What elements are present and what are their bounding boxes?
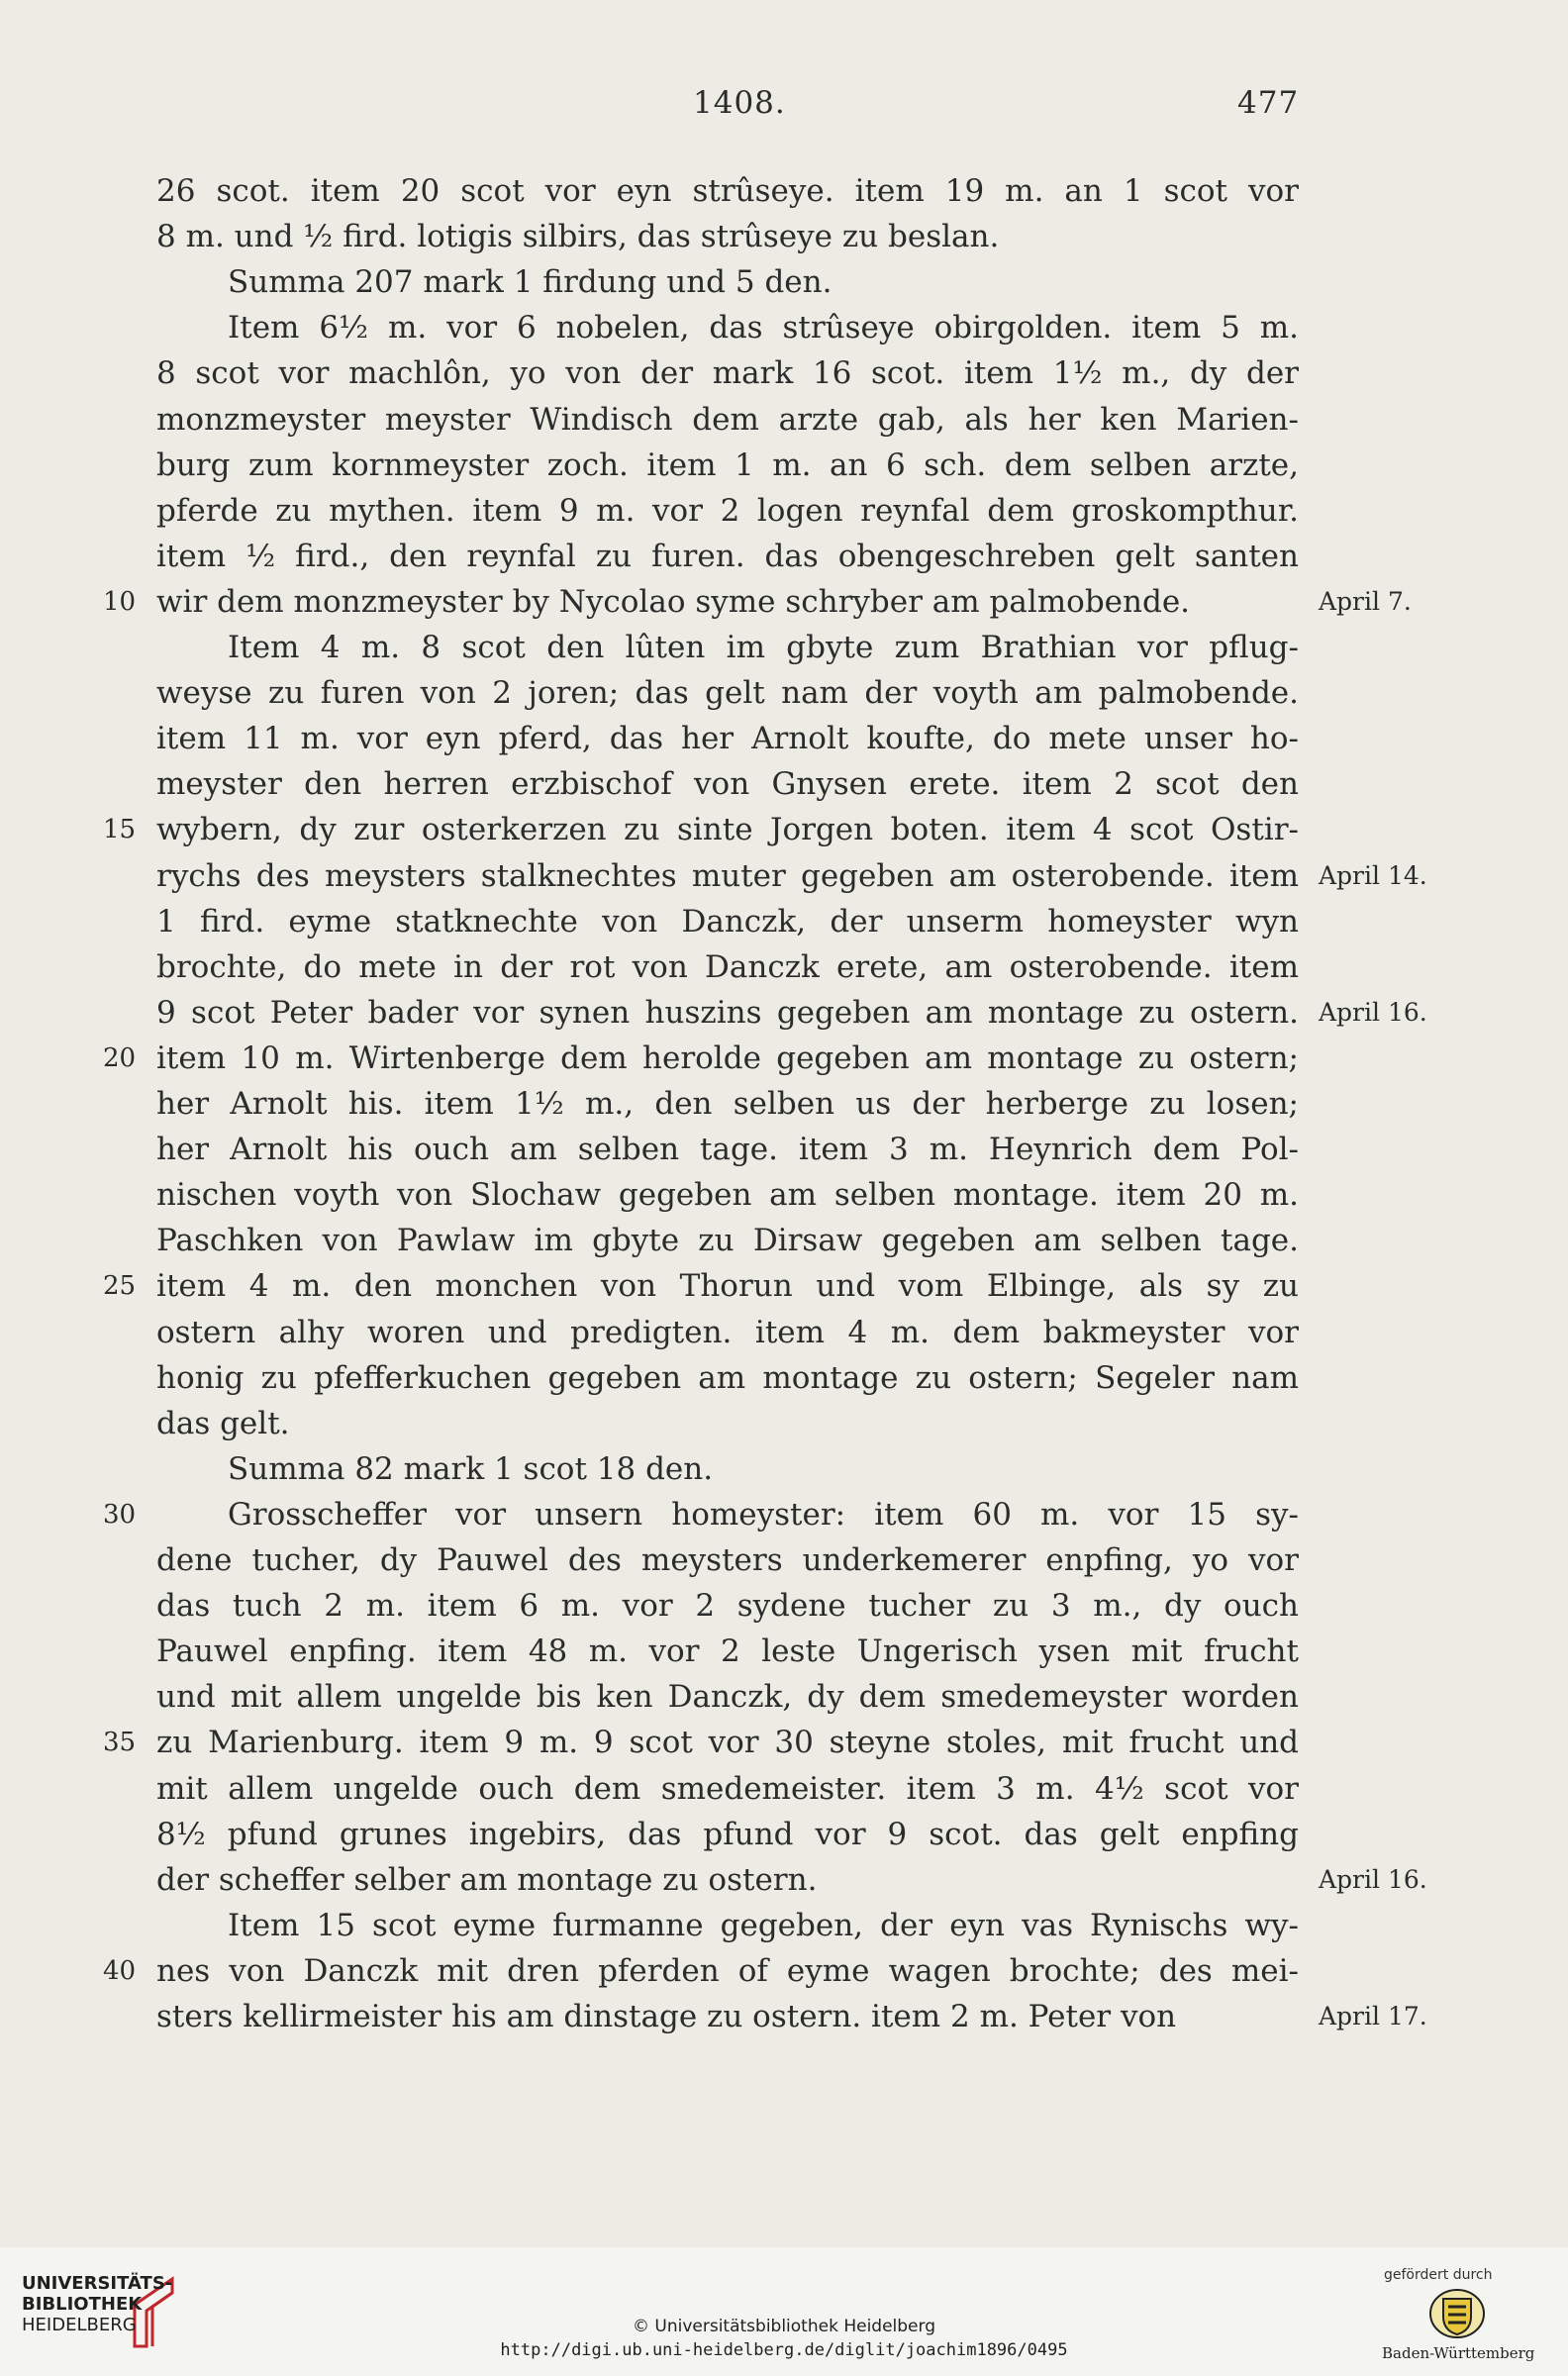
- copyright-notice: © Universitätsbibliothek Heidelberg: [632, 2317, 935, 2336]
- text-line: Summa 207 mark 1 firdung und 5 den.: [228, 264, 833, 300]
- line-number: 25: [103, 1271, 137, 1301]
- margin-date: April 14.: [1319, 861, 1427, 890]
- text-line: zu Marienburg. item 9 m. 9 scot vor 30 steyne stoles, mit frucht und: [156, 1725, 1299, 1760]
- text-line: mit allem ungelde ouch dem smedemeister. item 3 m. 4½ scot vor: [156, 1771, 1299, 1807]
- text-line: 9 scot Peter bader vor synen huszins gegeben am montage zu ostern.: [156, 995, 1299, 1031]
- text-line: item 10 m. Wirtenberge dem herolde gegeben am montage zu ostern;: [156, 1040, 1299, 1076]
- text-line: honig zu pfefferkuchen gegeben am montage zu ostern; Segeler nam: [156, 1360, 1299, 1396]
- text-line: und mit allem ungelde bis ken Danczk, dy dem smedemeyster worden: [156, 1679, 1299, 1715]
- line-number: 30: [103, 1500, 137, 1530]
- text-line: item 4 m. den monchen von Thorun und vom Elbinge, als sy zu: [156, 1268, 1299, 1304]
- text-line: 1 fird. eyme statknechte von Danczk, der unserm homeyster wyn: [156, 904, 1299, 940]
- text-line: Item 4 m. 8 scot den lûten im gbyte zum Brathian vor pflug-: [228, 630, 1299, 665]
- permalink-url[interactable]: http://digi.ub.uni-heidelberg.de/diglit/joachim1896/0495: [500, 2340, 1068, 2360]
- library-name-line1: UNIVERSITÄTS-: [22, 2273, 173, 2294]
- running-header-year: 1408.: [693, 85, 786, 121]
- text-line: Item 6½ m. vor 6 nobelen, das strûseye obirgolden. item 5 m.: [228, 310, 1299, 346]
- margin-date: April 16.: [1319, 1865, 1427, 1894]
- text-line: nischen voyth von Slochaw gegeben am selben montage. item 20 m.: [156, 1177, 1299, 1213]
- text-line: burg zum kornmeyster zoch. item 1 m. an 6 sch. dem selben arzte,: [156, 447, 1299, 483]
- line-number: 20: [103, 1043, 137, 1073]
- text-line: wybern, dy zur osterkerzen zu sinte Jorgen boten. item 4 scot Ostir-: [156, 812, 1299, 847]
- margin-date: April 7.: [1319, 587, 1412, 616]
- sponsor-label: gefördert durch: [1384, 2267, 1493, 2283]
- coat-of-arms-icon: [1427, 2287, 1487, 2340]
- line-number: 15: [103, 815, 137, 844]
- page-number: 477: [1237, 85, 1300, 121]
- text-line: der scheffer selber am montage zu ostern.: [156, 1862, 818, 1898]
- line-number: 40: [103, 1956, 137, 1986]
- text-line: her Arnolt his. item 1½ m., den selben us der herberge zu losen;: [156, 1086, 1299, 1122]
- text-line: 8½ pfund grunes ingebirs, das pfund vor 9 scot. das gelt enpfing: [156, 1817, 1299, 1852]
- text-line: das gelt.: [156, 1406, 290, 1441]
- text-line: her Arnolt his ouch am selben tage. item 3 m. Heynrich dem Pol-: [156, 1132, 1299, 1167]
- text-line: item 11 m. vor eyn pferd, das her Arnolt koufte, do mete unser ho-: [156, 721, 1299, 756]
- text-line: brochte, do mete in der rot von Danczk erete, am osterobende. item: [156, 949, 1299, 985]
- text-line: Pauwel enpfing. item 48 m. vor 2 leste Ungerisch ysen mit frucht: [156, 1634, 1299, 1669]
- text-line: Summa 82 mark 1 scot 18 den.: [228, 1451, 714, 1487]
- text-line: pferde zu mythen. item 9 m. vor 2 logen reynfal dem groskompthur.: [156, 493, 1299, 529]
- text-line: rychs des meysters stalknechtes muter gegeben am osterobende. item: [156, 858, 1299, 894]
- text-line: dene tucher, dy Pauwel des meysters underkemerer enpfing, yo vor: [156, 1542, 1299, 1578]
- text-line: Item 15 scot eyme furmanne gegeben, der eyn vas Rynischs wy-: [228, 1908, 1299, 1943]
- text-line: 8 scot vor machlôn, yo von der mark 16 scot. item 1½ m., dy der: [156, 355, 1299, 391]
- text-line: sters kellirmeister his am dinstage zu ostern. item 2 m. Peter von: [156, 1999, 1177, 2034]
- text-line: item ½ fird., den reynfal zu furen. das obengeschreben gelt santen: [156, 539, 1299, 574]
- text-line: monzmeyster meyster Windisch dem arzte gab, als her ken Marien-: [156, 402, 1299, 438]
- sponsor-name: Baden-Württemberg: [1382, 2344, 1535, 2362]
- margin-date: April 16.: [1319, 998, 1427, 1027]
- text-line: ostern alhy woren und predigten. item 4 m. dem bakmeyster vor: [156, 1315, 1299, 1350]
- text-line: meyster den herren erzbischof von Gnysen erete. item 2 scot den: [156, 766, 1299, 802]
- text-line: 26 scot. item 20 scot vor eyn strûseye. item 19 m. an 1 scot vor: [156, 173, 1299, 209]
- text-line: wir dem monzmeyster by Nycolao syme schryber am palmobende.: [156, 584, 1191, 620]
- library-name-line2: BIBLIOTHEK: [22, 2294, 143, 2315]
- margin-date: April 17.: [1319, 2002, 1427, 2030]
- text-line: das tuch 2 m. item 6 m. vor 2 sydene tucher zu 3 m., dy ouch: [156, 1588, 1299, 1624]
- text-line: weyse zu furen von 2 joren; das gelt nam der voyth am palmobende.: [156, 675, 1299, 711]
- text-line: Grosscheffer vor unsern homeyster: item 60 m. vor 15 sy-: [228, 1497, 1299, 1533]
- text-line: nes von Danczk mit dren pferden of eyme wagen brochte; des mei-: [156, 1953, 1299, 1989]
- line-number: 10: [103, 587, 137, 617]
- text-line: Paschken von Pawlaw im gbyte zu Dirsaw gegeben am selben tage.: [156, 1223, 1299, 1258]
- line-number: 35: [103, 1728, 137, 1757]
- text-line: 8 m. und ½ fird. lotigis silbirs, das strûseye zu beslan.: [156, 219, 1000, 254]
- library-name-line3: HEIDELBERG: [22, 2315, 137, 2335]
